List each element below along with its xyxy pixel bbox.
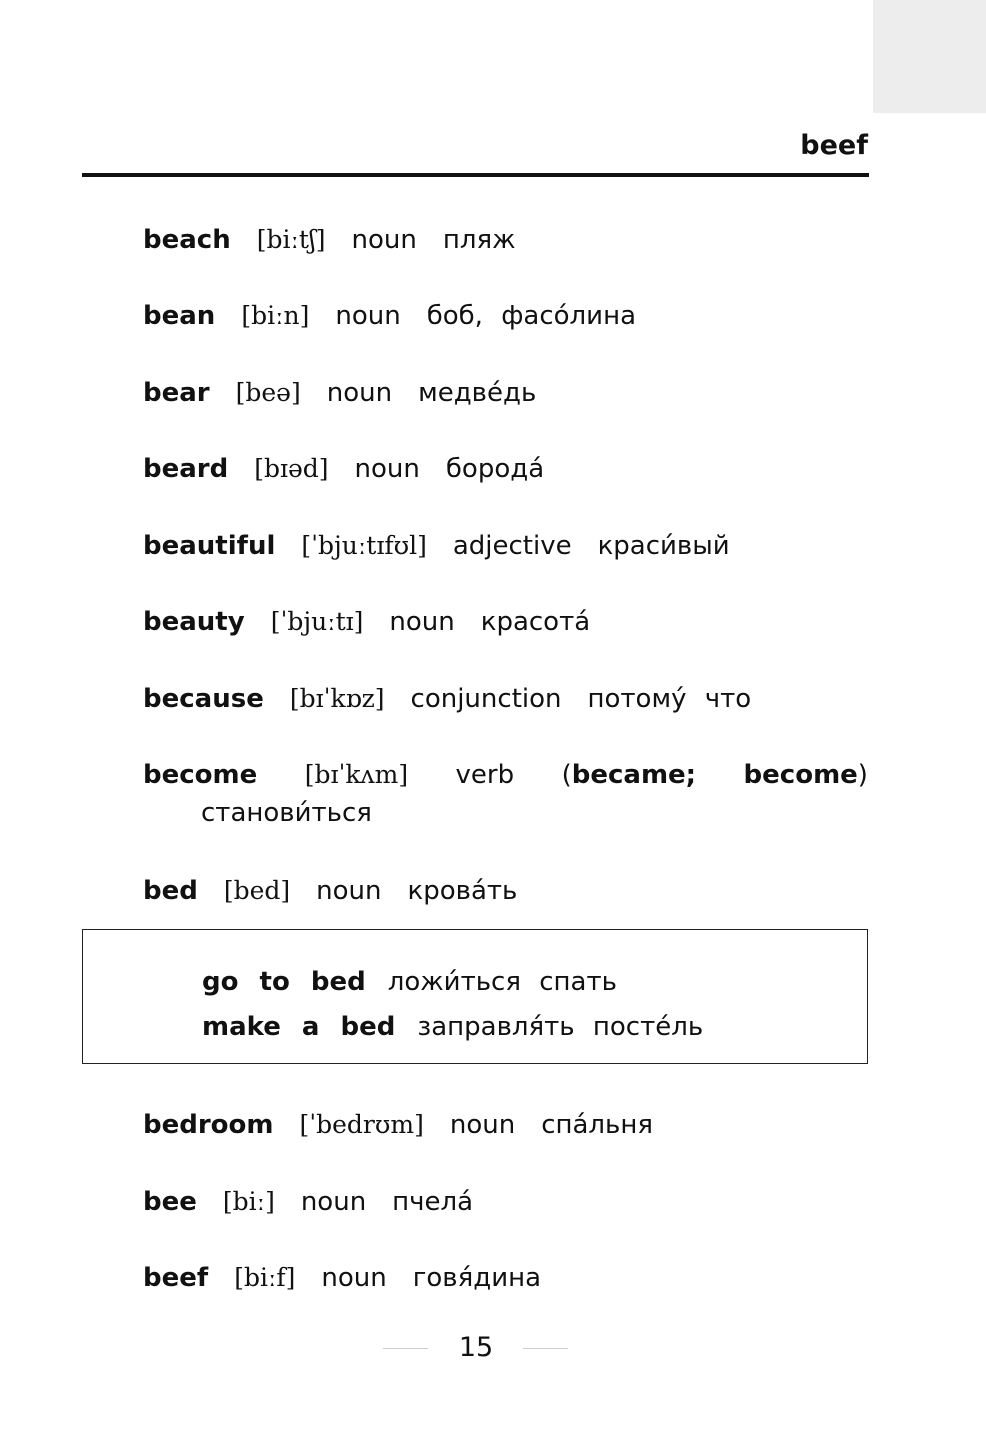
phrase-english: go to bed <box>202 967 366 997</box>
phrase-russian: заправля́ть посте́ль <box>417 1012 704 1042</box>
transcription: [biːtʃ] <box>256 225 326 254</box>
header-rule <box>82 173 869 177</box>
part-of-speech: noun <box>351 225 417 255</box>
running-head: beef <box>800 130 868 161</box>
footer-rule-right <box>523 1348 568 1349</box>
headword: beef <box>143 1263 209 1293</box>
translation: спа́льня <box>541 1110 653 1140</box>
transcription: [bɪˈkɒz] <box>289 684 385 713</box>
part-of-speech: adjective <box>452 531 572 561</box>
transcription: [beə] <box>235 378 301 407</box>
phrase-make-a-bed <box>202 1007 703 1047</box>
headword: because <box>143 684 264 714</box>
translation: боб, фасо́лина <box>426 301 637 331</box>
part-of-speech: noun <box>321 1263 387 1293</box>
entry-beauty <box>143 602 868 642</box>
phrase-english: make a bed <box>202 1012 396 1042</box>
entry-bed <box>143 871 868 911</box>
translation: пчела́ <box>392 1187 474 1217</box>
translation: станови́ться <box>201 798 372 828</box>
part-of-speech: noun <box>335 301 401 331</box>
entry-because <box>143 679 868 719</box>
phrase-box <box>82 929 868 1064</box>
part-of-speech: verb <box>455 760 515 790</box>
translation: медве́дь <box>418 378 537 408</box>
entry-bean <box>143 296 868 336</box>
entry-beautiful <box>143 526 868 566</box>
part-of-speech: noun <box>326 378 393 408</box>
entry-become-line <box>143 755 868 795</box>
transcription: [biː] <box>222 1187 275 1216</box>
footer-rule-left <box>383 1348 428 1349</box>
forms-open-paren: ( <box>561 760 572 790</box>
verb-form-past: (became; <box>561 760 697 790</box>
part-of-speech: noun <box>300 1187 367 1217</box>
entry-beef <box>143 1258 868 1298</box>
headword: become <box>143 760 258 790</box>
part-of-speech: noun <box>389 607 455 637</box>
translation: борода́ <box>445 454 545 484</box>
headword: bed <box>143 876 198 906</box>
headword: bear <box>143 378 210 408</box>
headword: bee <box>143 1187 197 1217</box>
entry-bedroom <box>143 1105 868 1145</box>
transcription: [ˈbjuːtɪfʊl] <box>301 531 427 560</box>
page-number: 15 <box>458 1332 494 1363</box>
headword: beauty <box>143 607 245 637</box>
forms-close-paren: ) <box>857 760 868 790</box>
entry-bee <box>143 1182 868 1222</box>
headword: beautiful <box>143 531 276 561</box>
transcription: [ˈbjuːtɪ] <box>270 607 364 636</box>
entry-bear <box>143 373 868 413</box>
transcription: [ˈbedrʊm] <box>299 1110 424 1139</box>
phrase-russian: ложи́ться спать <box>387 967 617 997</box>
headword: beard <box>143 454 229 484</box>
headword: beach <box>143 225 231 255</box>
translation: красота́ <box>480 607 591 637</box>
translation: потому́ что <box>587 684 752 714</box>
transcription: [bed] <box>223 876 291 905</box>
phrase-go-to-bed <box>202 962 617 1002</box>
transcription: [bɪˈkʌm] <box>304 760 409 789</box>
transcription: [bɪəd] <box>254 454 329 483</box>
headword: bedroom <box>143 1110 274 1140</box>
transcription: [biːn] <box>241 301 310 330</box>
verb-form-participle: become) <box>743 760 868 790</box>
part-of-speech: noun <box>316 876 382 906</box>
translation: крова́ть <box>407 876 518 906</box>
part-of-speech: conjunction <box>410 684 562 714</box>
corner-tab <box>873 0 986 113</box>
headword: bean <box>143 301 216 331</box>
entry-become <box>143 755 868 833</box>
translation: говя́дина <box>412 1263 542 1293</box>
translation: краси́вый <box>597 531 730 561</box>
transcription: [biːf] <box>234 1263 296 1292</box>
entry-beach <box>143 220 868 260</box>
part-of-speech: noun <box>449 1110 516 1140</box>
entry-beard <box>143 449 868 489</box>
part-of-speech: noun <box>354 454 420 484</box>
translation: пляж <box>442 225 516 255</box>
